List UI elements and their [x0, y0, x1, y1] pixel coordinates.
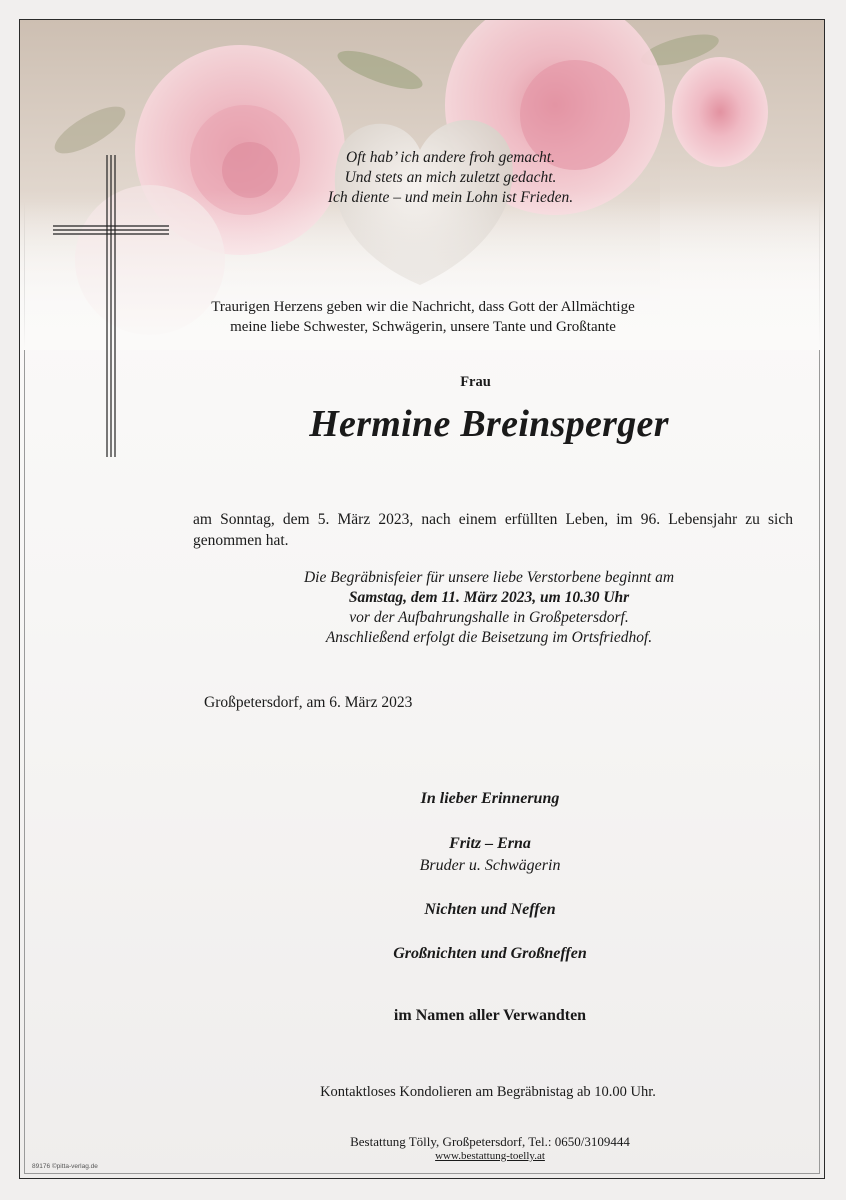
- obituary-frame: [19, 19, 825, 1179]
- condolence-note: Kontaktloses Kondolieren am Begräbnistag ab 10.00 Uhr.: [320, 1084, 656, 1100]
- deceased-name: Hermine Breinsperger: [309, 403, 669, 445]
- mourner-group: Nichten und Neffen: [424, 901, 556, 918]
- mourners-heading: In lieber Erinnerung: [420, 790, 560, 807]
- printer-imprint: 89176 ©pitta-verlag.de: [32, 1163, 98, 1170]
- poem: [20, 148, 825, 208]
- poem-line: Oft hab’ ich andere froh gemacht.: [346, 149, 555, 166]
- mourner-relation: Bruder u. Schwägerin: [419, 857, 561, 874]
- undertaker-info: Bestattung Tölly, Großpetersdorf, Tel.: 0650/3109444: [350, 1134, 630, 1149]
- undertaker-website-link[interactable]: www.bestattung-toelly.at: [435, 1150, 545, 1162]
- funeral-line: Die Begräbnisfeier für unsere liebe Verstorbene beginnt am: [303, 569, 675, 586]
- death-notice: am Sonntag, dem 5. März 2023, nach einem erfüllten Leben, im 96. Lebensjahr zu sich genommen hat.: [193, 511, 793, 549]
- intro-line: meine liebe Schwester, Schwägerin, unsere Tante und Großtante: [230, 319, 616, 335]
- funeral-details: [20, 568, 825, 648]
- mourner-group: Großnichten und Großneffen: [393, 945, 587, 962]
- salutation: Frau: [460, 374, 491, 390]
- mourners-closing: im Namen aller Verwandten: [393, 1007, 587, 1024]
- place-date: Großpetersdorf, am 6. März 2023: [204, 694, 413, 711]
- intro-text: [20, 297, 825, 337]
- intro-line: Traurigen Herzens geben wir die Nachricht, dass Gott der Allmächtige: [211, 299, 635, 315]
- poem-line: Und stets an mich zuletzt gedacht.: [344, 169, 557, 186]
- poem-line: Ich diente – und mein Lohn ist Frieden.: [327, 189, 574, 206]
- funeral-line: Anschließend erfolgt die Beisetzung im Ortsfriedhof.: [325, 629, 653, 646]
- funeral-date-time: Samstag, dem 11. März 2023, um 10.30 Uhr: [348, 589, 630, 606]
- mourner-names: Fritz – Erna: [449, 835, 531, 852]
- funeral-line: vor der Aufbahrungshalle in Großpetersdorf.: [349, 609, 629, 626]
